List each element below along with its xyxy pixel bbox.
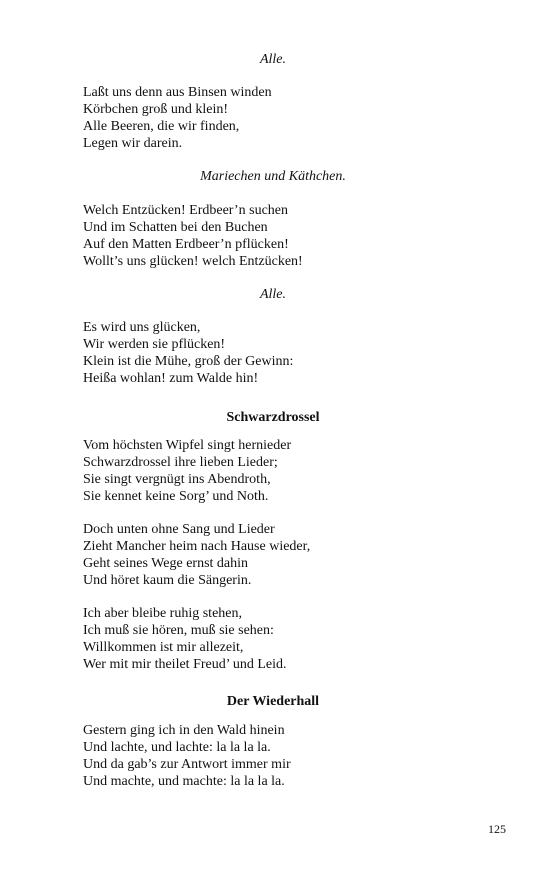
page-number: 125 [488, 822, 506, 836]
stanza [83, 437, 463, 505]
speaker-label: Alle. [259, 287, 287, 302]
verse-line: Heißa wohlan! zum Walde hin! [83, 371, 259, 386]
verse-line: Klein ist die Mühe, groß der Gewinn: [83, 354, 294, 369]
verse-line: Und im Schatten bei den Buchen [83, 220, 268, 235]
verse-line: Laßt uns denn aus Binsen winden [83, 85, 272, 100]
verse-line: Vom höchsten Wipfel singt hernieder [83, 438, 292, 453]
stanza [83, 521, 463, 589]
verse-line: Gestern ging ich in den Wald hinein [83, 723, 285, 738]
verse-line: Es wird uns glücken, [83, 320, 201, 335]
verse-line: Doch unten ohne Sang und Lieder [83, 522, 275, 537]
speaker-label: Alle. [259, 52, 287, 67]
verse-line: Geht seines Wege ernst dahin [83, 556, 249, 571]
verse-line: Wollt’s uns glücken! welch Entzücken! [83, 254, 303, 269]
verse-line: Und lachte, und lachte: la la la la. [83, 740, 271, 755]
verse-line: Wer mit mir theilet Freud’ und Leid. [83, 657, 287, 672]
verse-line: Zieht Mancher heim nach Hause wieder, [83, 539, 311, 554]
verse-line: Sie singt vergnügt ins Abendroth, [83, 472, 271, 487]
speaker-label: Mariechen und Käthchen. [200, 169, 346, 184]
verse-line: Und höret kaum die Sängerin. [83, 573, 252, 588]
verse-line: Legen wir darein. [83, 136, 183, 151]
verse-line: Und machte, und machte: la la la la. [83, 774, 285, 789]
verse-line: Ich muß sie hören, muß sie sehen: [83, 623, 274, 638]
verse-line: Schwarzdrossel ihre lieben Lieder; [83, 455, 278, 470]
stanza [83, 319, 463, 387]
poem-title: Der Wiederhall [226, 694, 320, 709]
stanza [83, 605, 463, 673]
verse-line: Wir werden sie pflücken! [83, 337, 226, 352]
verse-line: Alle Beeren, die wir finden, [83, 119, 240, 134]
verse-line: Ich aber bleibe ruhig stehen, [83, 606, 242, 621]
verse-line: Körbchen groß und klein! [83, 102, 229, 117]
verse-line: Auf den Matten Erdbeer’n pflücken! [83, 237, 289, 252]
poem-title: Schwarzdrossel [226, 410, 320, 425]
stanza [83, 722, 463, 790]
stanza [83, 84, 463, 152]
verse-line: Sie kennet keine Sorg’ und Noth. [83, 489, 269, 504]
stanza [83, 202, 463, 270]
verse-line: Und da gab’s zur Antwort immer mir [83, 757, 291, 772]
verse-line: Welch Entzücken! Erdbeer’n suchen [83, 203, 289, 218]
verse-line: Willkommen ist mir allezeit, [83, 640, 244, 655]
